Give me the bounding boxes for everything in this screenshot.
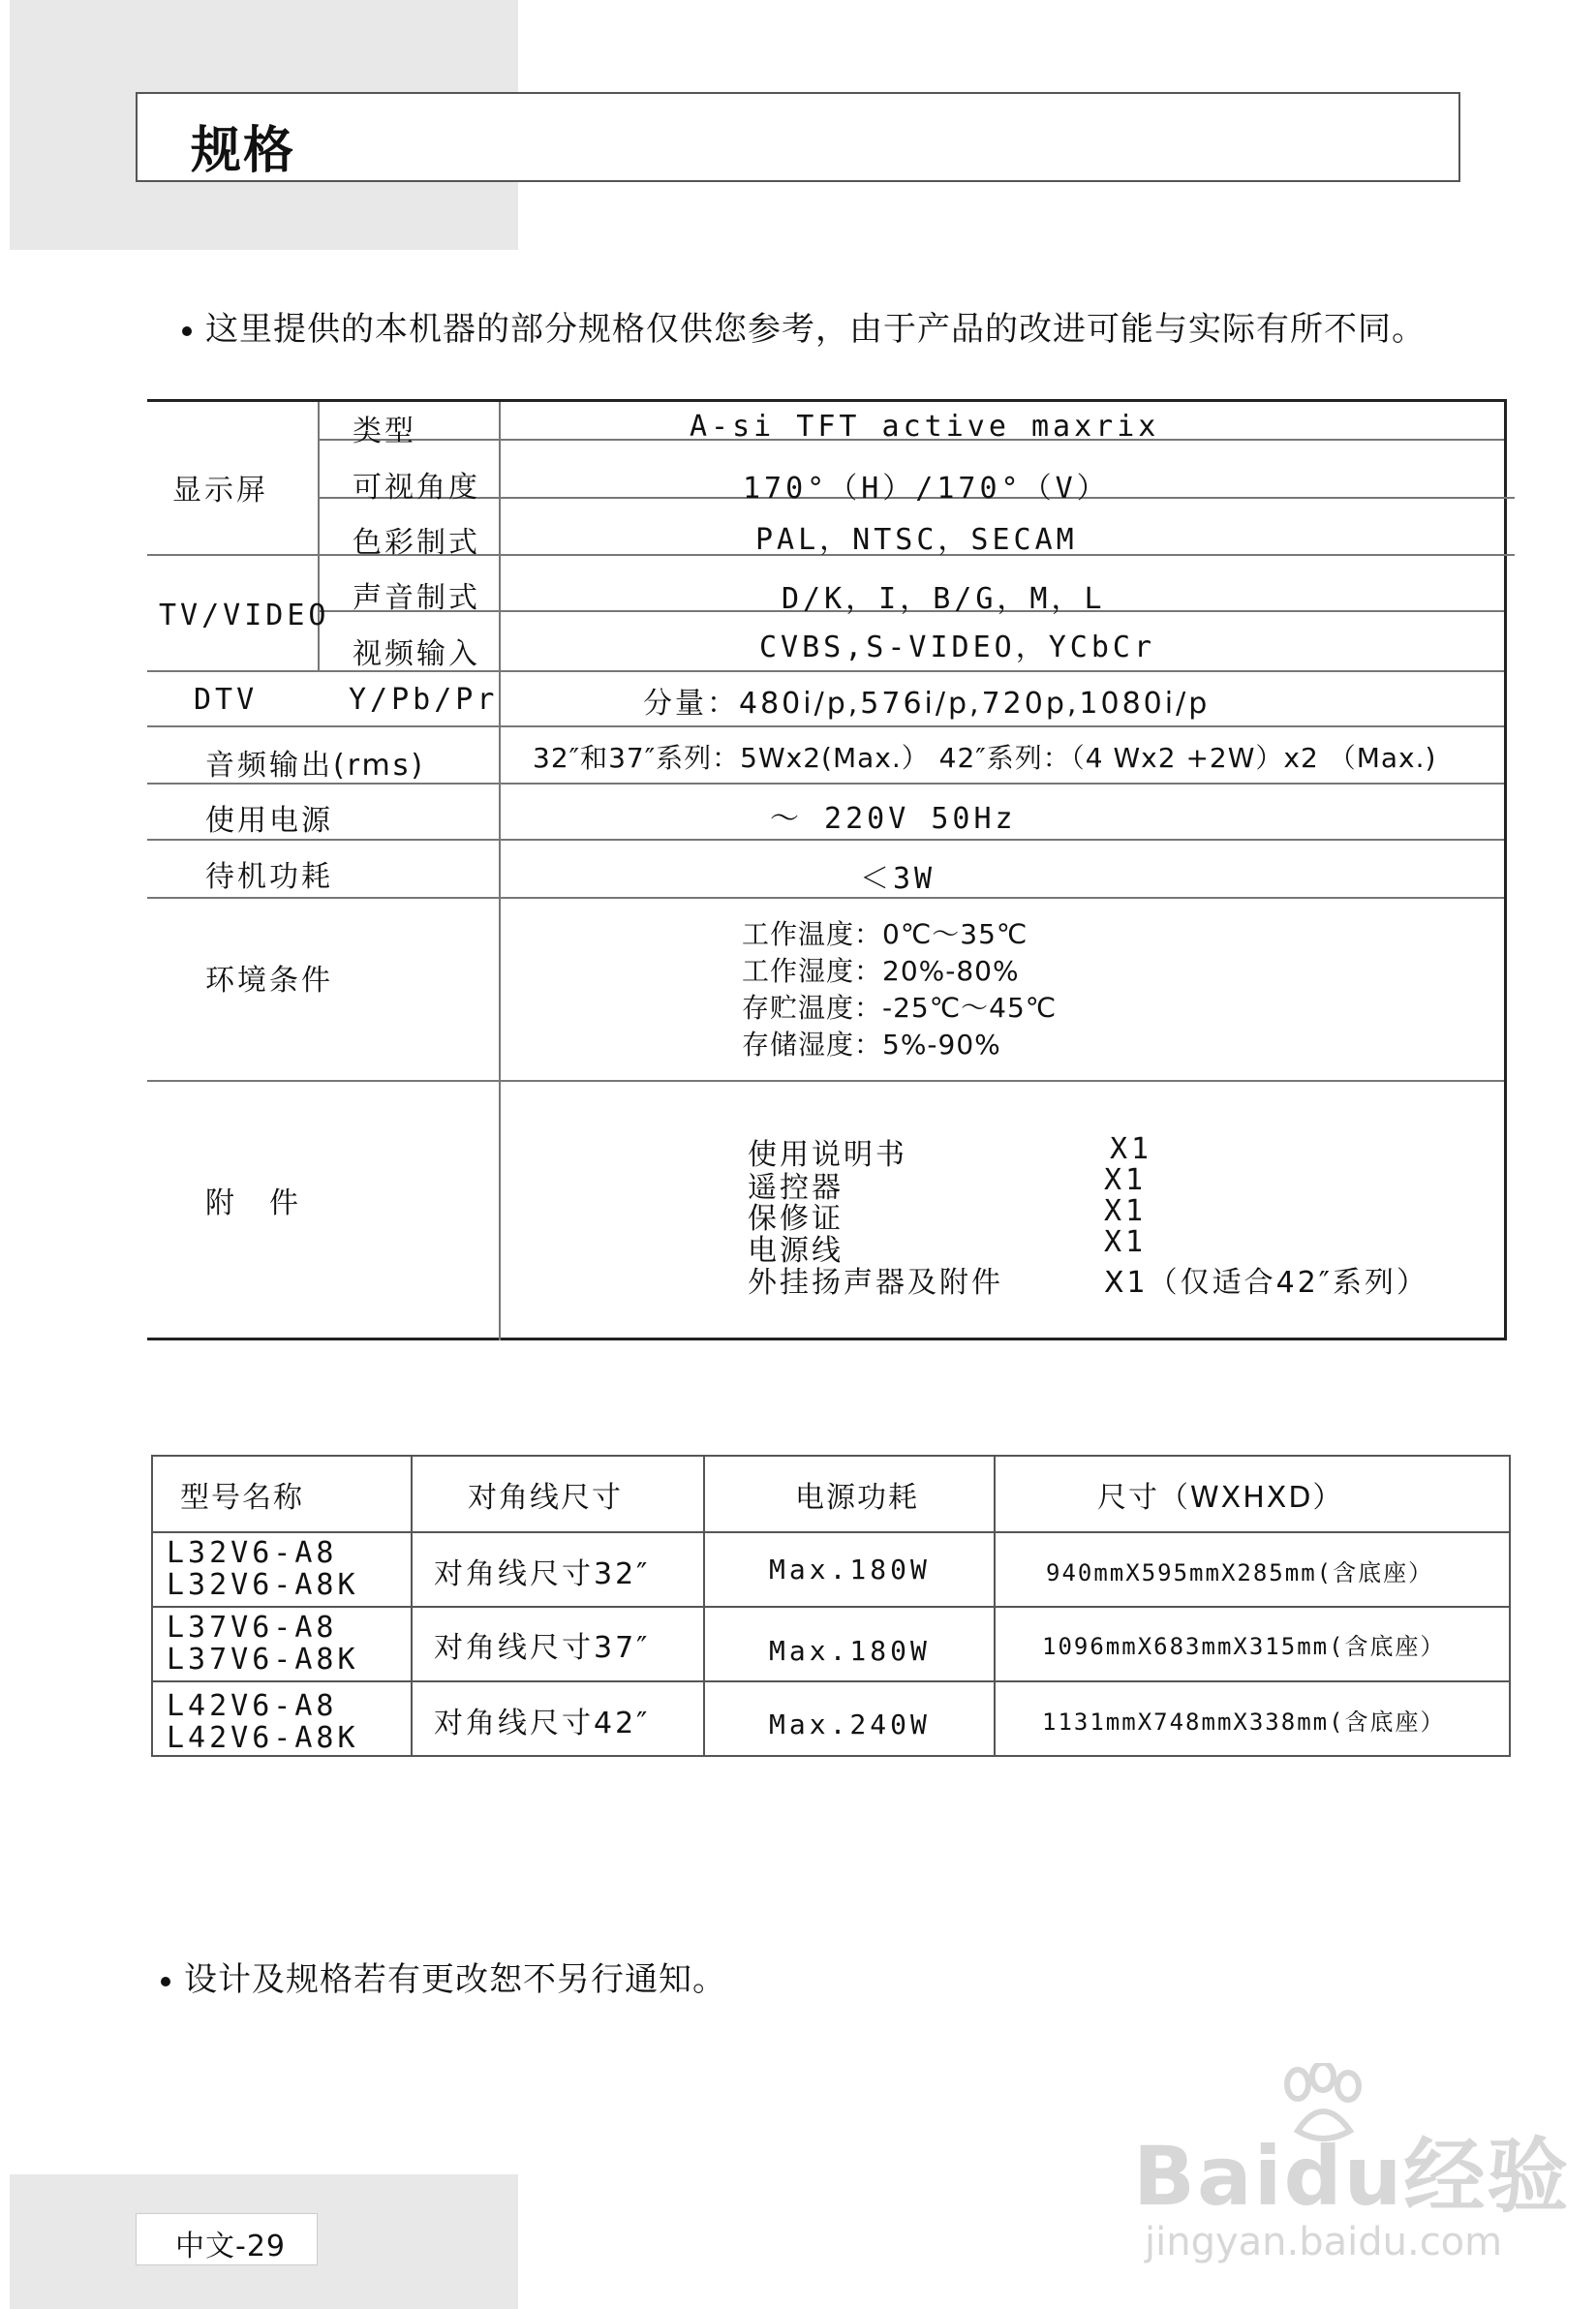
spec-sub-viewing-angle: 可视角度	[353, 471, 480, 505]
spec-sub-dtv: Y/Pb/Pr	[349, 683, 499, 717]
spec-rule	[147, 725, 1504, 727]
closing-note	[161, 1953, 726, 2000]
model-code: L37V6-A8K	[167, 1643, 359, 1677]
spec-divider-value	[499, 402, 501, 1340]
env-line: 存储湿度：5%-90%	[742, 1029, 1001, 1061]
accessory-name: 外挂扬声器及附件	[748, 1266, 1003, 1300]
env-line: 工作湿度：20%-80%	[742, 955, 1020, 987]
model-header-size: 尺寸（WXHXD）	[1097, 1481, 1344, 1515]
page-title-box	[136, 92, 1460, 182]
model-code: L42V6-A8	[167, 1689, 338, 1723]
spec-value-power: ～ 220V 50Hz	[770, 802, 1017, 836]
model-header-diagonal: 对角线尺寸	[468, 1481, 623, 1515]
accessory-qty: X1	[1104, 1163, 1148, 1197]
spec-label-tv-video: TV/VIDEO	[159, 599, 330, 632]
model-rule	[153, 1606, 1509, 1608]
spec-label-display: 显示屏	[172, 474, 268, 508]
watermark-brand: Baidu经验	[1133, 2129, 1571, 2224]
env-line: 存贮温度：-25℃～45℃	[742, 992, 1058, 1024]
model-diagonal: 对角线尺寸42″	[434, 1707, 651, 1740]
spec-value-audio: 32″和37″系列：5Wx2(Max.） 42″系列：（4 Wx2 +2W）x2 （Max.)	[533, 742, 1437, 774]
spec-rule	[147, 1080, 1504, 1082]
model-size: 1131mmX748mmX338mm(含底座）	[1042, 1709, 1446, 1736]
accessory-name: 使用说明书	[748, 1138, 907, 1172]
model-power: Max.240W	[769, 1709, 931, 1740]
page-number-box	[136, 2213, 318, 2265]
spec-label-audio: 音频输出(rms)	[205, 749, 426, 783]
spec-sub-sound-system: 声音制式	[353, 581, 480, 615]
spec-sub-color-system: 色彩制式	[353, 526, 480, 560]
model-diagonal: 对角线尺寸32″	[434, 1557, 651, 1591]
accessory-qty: X1（仅适合42″系列）	[1104, 1266, 1429, 1300]
accessory-name: 电源线	[748, 1234, 844, 1268]
spec-label-standby: 待机功耗	[205, 860, 333, 894]
accessory-qty: X1	[1104, 1194, 1148, 1228]
spec-label-dtv: DTV	[194, 683, 259, 717]
bullet-icon	[161, 1977, 170, 1986]
spec-label-power: 使用电源	[205, 804, 333, 838]
spec-rule	[147, 839, 1504, 841]
accessory-name: 遥控器	[748, 1171, 844, 1205]
model-table	[151, 1455, 1511, 1757]
model-code: L32V6-A8K	[167, 1568, 359, 1602]
spec-sub-type: 类型	[353, 415, 416, 448]
intro-note-text: 这里提供的本机器的部分规格仅供您参考，由于产品的改进可能与实际有所不同。	[205, 310, 1426, 349]
model-code: L37V6-A8	[167, 1611, 338, 1645]
model-size: 940mmX595mmX285mm(含底座）	[1046, 1559, 1434, 1586]
model-code: L32V6-A8	[167, 1536, 338, 1570]
spec-value-dtv: 分量：480i/p,576i/p,720p,1080i/p	[643, 687, 1211, 721]
spec-value-type: A-si TFT active maxrix	[690, 410, 1160, 444]
spec-label-environment: 环境条件	[205, 964, 333, 998]
accessory-qty: X1	[1104, 1225, 1148, 1259]
accessory-name: 保修证	[748, 1202, 844, 1236]
model-code: L42V6-A8K	[167, 1721, 359, 1755]
model-rule	[153, 1531, 1509, 1533]
model-diagonal: 对角线尺寸37″	[434, 1631, 651, 1665]
env-line: 工作温度：0℃～35℃	[742, 918, 1028, 950]
spec-sub-video-input: 视频输入	[353, 637, 480, 671]
model-power: Max.180W	[769, 1635, 931, 1667]
intro-note	[182, 302, 1426, 350]
bullet-icon	[182, 326, 192, 336]
model-header-power: 电源功耗	[795, 1481, 919, 1515]
model-size: 1096mmX683mmX315mm(含底座）	[1042, 1633, 1446, 1660]
spec-label-accessories: 附 件	[205, 1186, 301, 1220]
spec-value-viewing-angle: 170°（H）/170°（V）	[743, 472, 1110, 506]
spec-value-sound-system: D/K，I，B/G，M，L	[782, 582, 1106, 616]
spec-rule	[147, 897, 1504, 899]
model-header-name: 型号名称	[180, 1481, 304, 1515]
spec-table	[147, 399, 1507, 1340]
spec-value-video-input: CVBS,S-VIDEO，YCbCr	[759, 631, 1156, 664]
page-number: 中文-29	[175, 2230, 286, 2263]
page-title: 规格	[191, 122, 296, 180]
spec-value-standby: ＜3W	[860, 862, 936, 896]
spec-rule	[147, 670, 1504, 672]
model-power: Max.180W	[769, 1554, 931, 1586]
model-rule	[153, 1680, 1509, 1682]
watermark-url: jingyan.baidu.com	[1145, 2220, 1503, 2264]
closing-note-text: 设计及规格若有更改恕不另行通知。	[184, 1960, 726, 1999]
spec-value-color-system: PAL，NTSC，SECAM	[755, 523, 1078, 557]
accessory-qty: X1	[1110, 1132, 1153, 1166]
